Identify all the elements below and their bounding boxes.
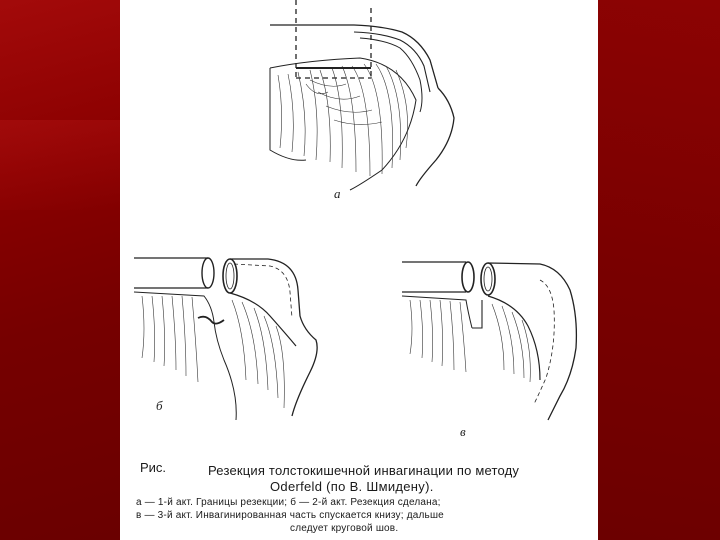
panel-label-a: а	[334, 186, 341, 201]
caption-legend-line1: а — 1-й акт. Границы резекции; б — 2-й акт. Резекция сделана;	[136, 497, 441, 508]
panel-label-v: в	[460, 424, 466, 439]
caption-legend-line3: следует круговой шов.	[290, 523, 399, 534]
caption-title-line2: Oderfeld (по В. Шмидену).	[270, 479, 434, 494]
panel-b-drawing	[134, 258, 317, 420]
panel-v-drawing	[402, 262, 576, 420]
background-right-panel	[598, 0, 720, 540]
panel-label-b: б	[156, 398, 163, 413]
panel-a-drawing	[270, 0, 454, 190]
invagination-figure	[120, 0, 598, 540]
scanned-page	[120, 0, 598, 540]
caption-prefix: Рис.	[140, 460, 167, 475]
caption-legend-line2: в — 3-й акт. Инвагинированная часть спускается книзу; дальше	[136, 510, 444, 521]
caption-title-line1: Резекция толстокишечной инвагинации по методу	[208, 463, 520, 478]
background-left-panel	[0, 0, 120, 540]
background-highlight-sweep	[0, 120, 120, 210]
